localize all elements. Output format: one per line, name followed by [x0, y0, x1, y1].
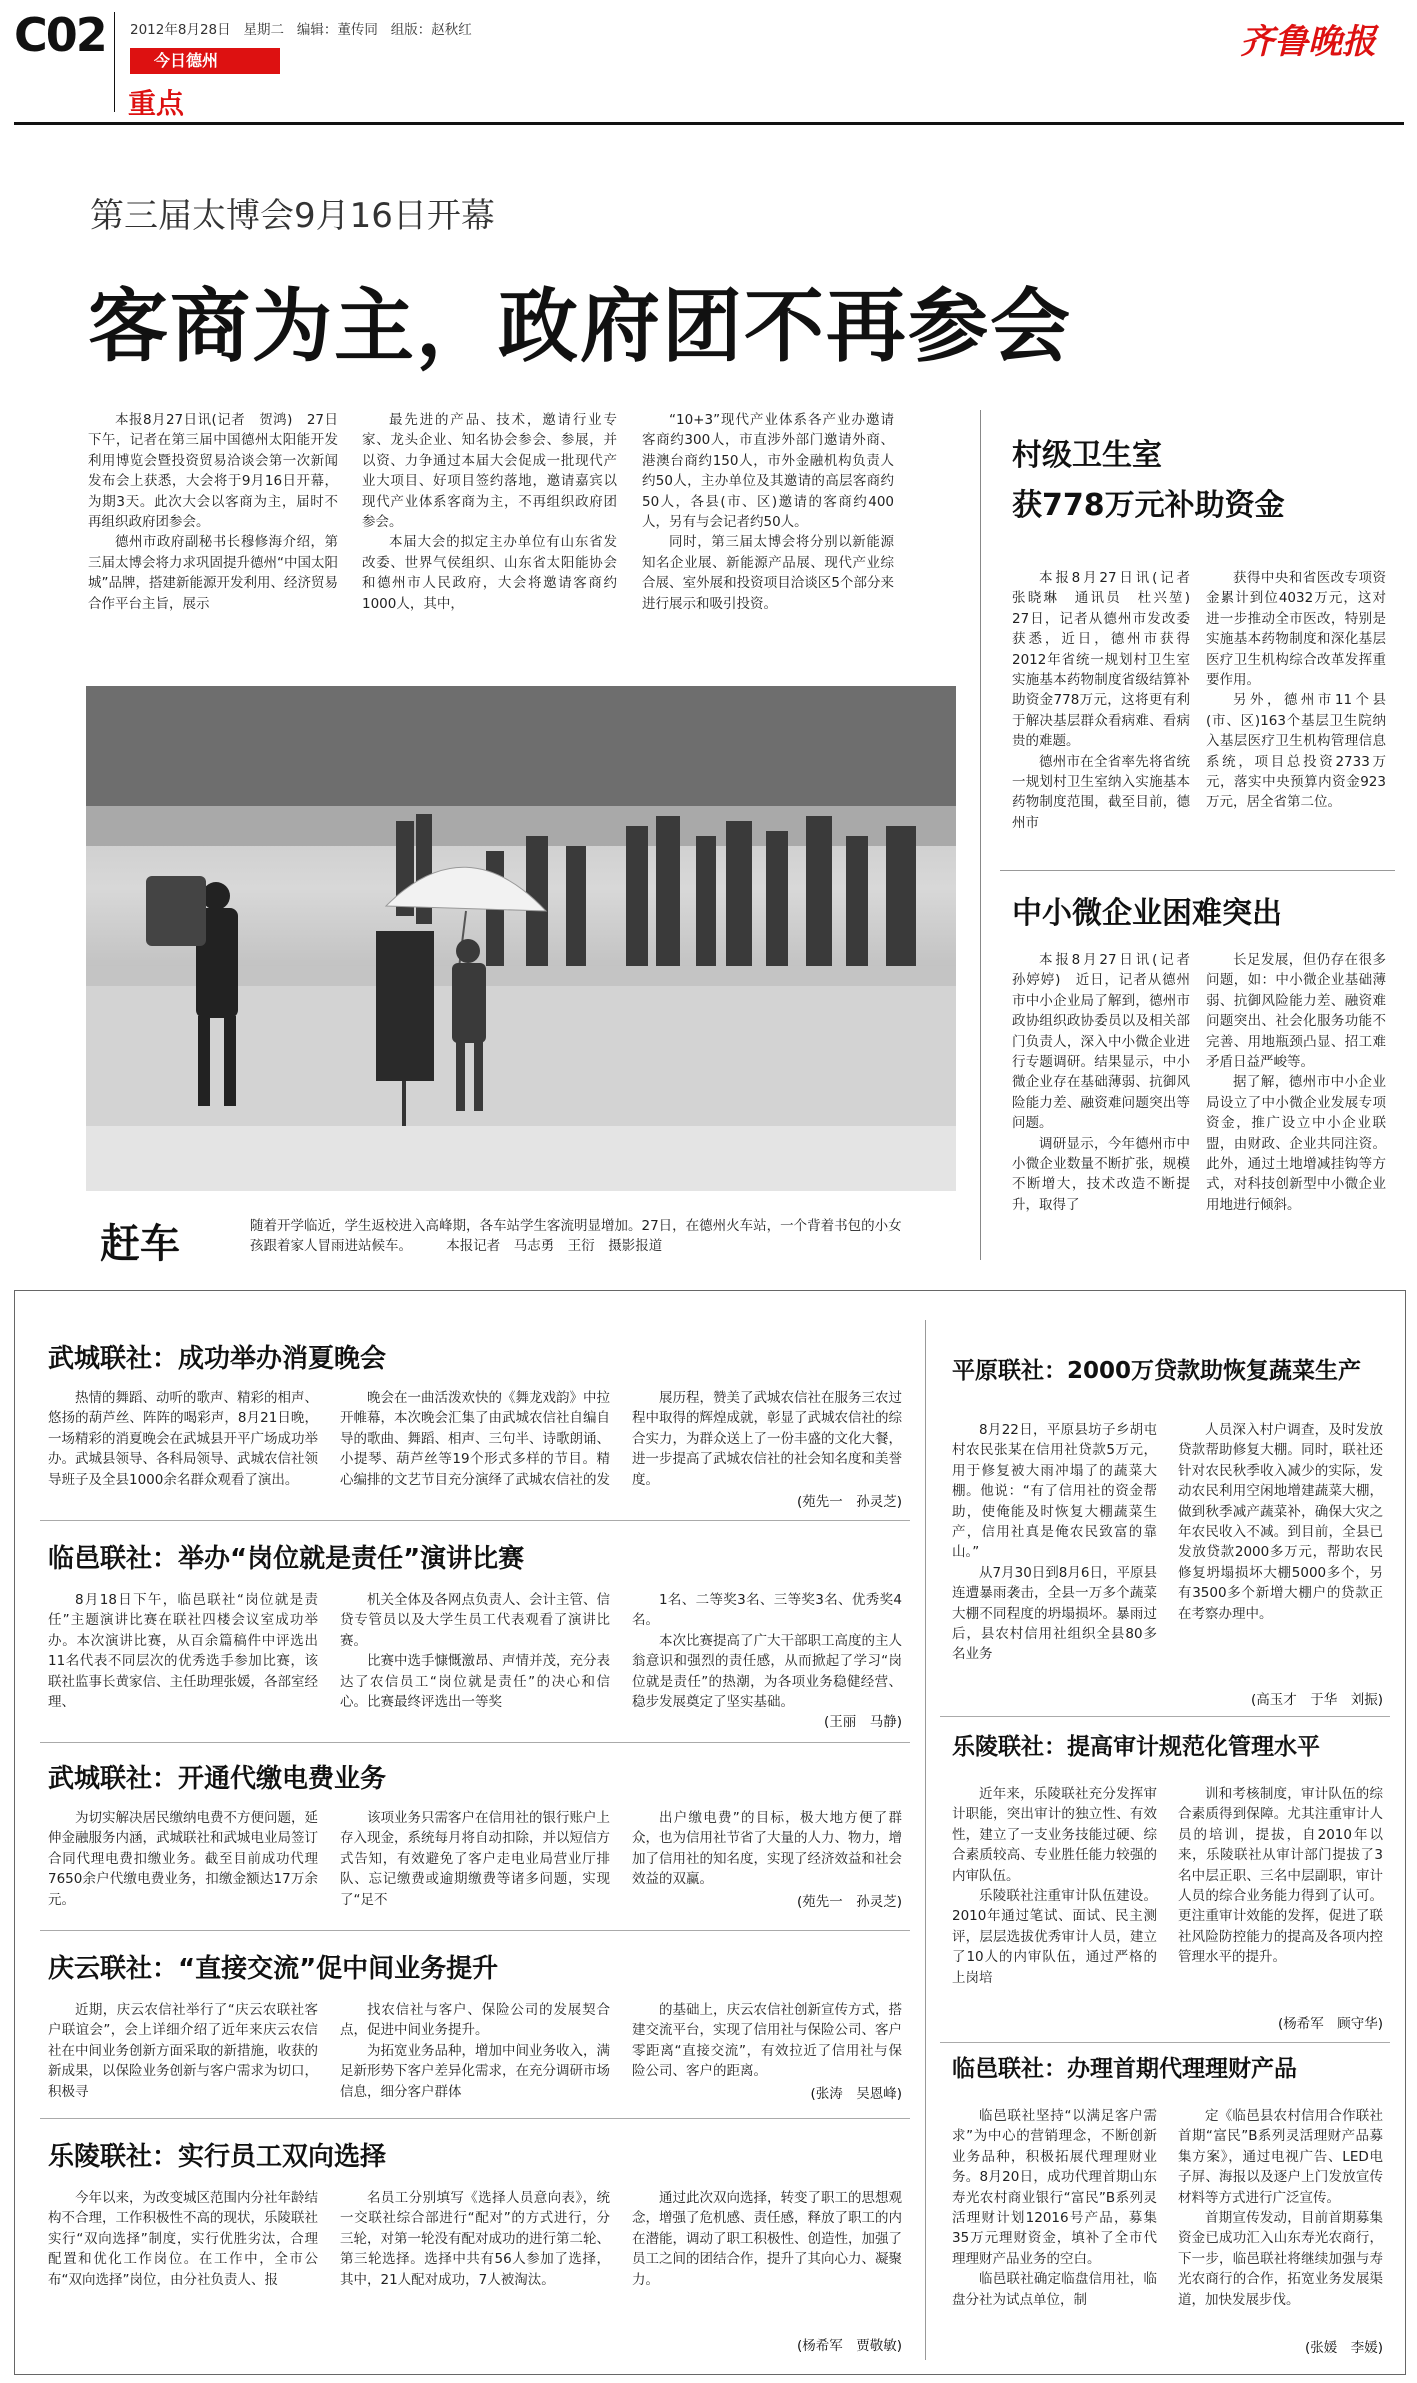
editor-credit: 编辑：董传同 [296, 22, 378, 38]
b3-column-1 [952, 2106, 1157, 2368]
photo-caption-block [250, 1216, 910, 1256]
paragraph: 本次比赛提高了广大干部职工高度的主人翁意识和强烈的责任感，从而掀起了学习“岗位就是责任”的热潮，为各项业务稳健经营、稳步发展奠定了坚实基础。 [632, 1632, 902, 1711]
paragraph: 为拓宽业务品种，增加中间业务收入，满足新形势下客户差异化需求，在充分调研市场信息，细分客户群体 [340, 2042, 610, 2100]
paragraph: 通过此次双向选择，转变了职工的思想观念，增强了危机感、责任感，释放了职工的内在潜能，调动了职工积极性、创造性，加强了员工之间的团结合作，提升了其向心力、凝聚力。 [632, 2190, 902, 2288]
paragraph: 首期宣传发动，目前首期募集资金已成功汇入山东寿光农商行，下一步，临邑联社将继续加强与寿光农商行的合作，拓宽业务发展渠道，加快发展步伐。 [1178, 2210, 1383, 2308]
a4-signature: (张涛 吴恩峰) [810, 2086, 902, 2102]
photo-caption: 随着开学临近，学生返校进入高峰期，各车站学生客流明显增加。27日，在德州火车站，一个背着书包的小女孩跟着家人冒雨进站候车。 [250, 1218, 902, 1254]
paragraph: 长足发展，但仍存在很多问题，如：中小微企业基础薄弱、抗御风险能力差、融资难问题突出、社会化服务功能不完善、用地瓶颈凸显、招工难矛盾日益严峻等。 [1206, 952, 1386, 1071]
news-photo [86, 686, 956, 1191]
section-tag-label: 今日德州 [154, 51, 219, 70]
header-meta [130, 18, 472, 38]
layout-credit: 组版：赵秋红 [390, 22, 472, 38]
a1-column-3 [632, 1388, 902, 1488]
section-tag [130, 48, 280, 74]
a5-column-2 [340, 2188, 610, 2368]
a4-column-3 [632, 2000, 902, 2084]
paragraph: “10+3”现代产业体系各产业办邀请客商约300人，市直涉外部门邀请外商、港澳台商约150人，市外金融机构负责人约50人，主办单位及其邀请的高层客商约50人，各县(市、区)邀请的客商约400人，另有与会记者约50人。 [642, 412, 894, 531]
page-header [0, 0, 1417, 120]
side1-title-line1: 村级卫生室 [1012, 438, 1162, 473]
paragraph: 机关全体及各网点负责人、会计主管、信贷专管员以及大学生员工代表观看了演讲比赛。 [340, 1592, 610, 1649]
paragraph: 乐陵联社注重审计队伍建设。2010年通过笔试、面试、民主测评，层层选拔优秀审计人员，建立了10人的内审队伍，通过严格的上岗培 [952, 1888, 1157, 1986]
b1-column-1 [952, 1420, 1157, 1710]
paragraph: 1名、二等奖3名、三等奖3名、优秀奖4名。 [632, 1592, 902, 1629]
paragraph: 热情的舞蹈、动听的歌声、精彩的相声、悠扬的葫芦丝、阵阵的喝彩声，8月21日晚，一场精彩的消夏晚会在武城县开平广场成功举办。武城县领导、各科局领导、武城农信社领导班子及全县1000余名群众观看了演出。 [48, 1390, 318, 1488]
lead-column-2 [362, 410, 617, 680]
paragraph: 据了解，德州市中小企业局设立了中小微企业发展专项资金，推广设立中小企业联盟，由财政、企业共同注资。此外，通过土地增减挂钩等方式，对科技创新型中小微企业用地进行倾斜。 [1206, 1074, 1386, 1213]
a3-signature: (苑先一 孙灵芝) [796, 1894, 902, 1910]
a5-signature: (杨希军 贾敬敏) [796, 2338, 902, 2354]
lead-kicker: 第三届太博会9月16日开幕 [90, 196, 495, 236]
a2-column-3 [632, 1590, 902, 1714]
b3-signature: (张媛 李媛) [1304, 2340, 1383, 2356]
b2-signature: (杨希军 顾守华) [1277, 2016, 1383, 2032]
a2-column-2 [340, 1590, 610, 1730]
paragraph: 从7月30日到8月6日，平原县连遭暴雨袭击，全县一万多个蔬菜大棚不同程度的坍塌损坏。暴雨过后，县农村信用社组织全县80多名业务 [952, 1564, 1157, 1663]
paragraph: 德州市政府副秘书长穆修海介绍，第三届太博会将力求巩固提升德州“中国太阳城”品牌，搭建新能源开发利用、经济贸易合作平台主旨，展示 [88, 534, 338, 612]
a3-column-2 [340, 1808, 610, 1908]
paragraph: 人员深入村户调查，及时发放贷款帮助修复大棚。同时，联社还针对农民秋季收入减少的实际，发动农民利用空闲地增建蔬菜大棚，做到秋季减产蔬菜补，确保大灾之年农民收入不减。到目前，全县已发放贷款2000多万元，帮助农民修复坍塌损坏大棚5000多个，另有3500多个新增大棚户的贷款正在考察办理中。 [1178, 1422, 1383, 1622]
paragraph: 8月18日下午，临邑联社“岗位就是责任”主题演讲比赛在联社四楼会议室成功举办。本次演讲比赛，从百余篇稿件中评选出11名代表不同层次的优秀选手参加比赛，该联社监事长黄家信、主任助理张媛，各部室经理、 [48, 1592, 318, 1711]
photo-scene [86, 686, 956, 1191]
lead-column-3 [642, 410, 894, 680]
a3-column-3 [632, 1808, 902, 1892]
b2-column-2 [1178, 1784, 1383, 2012]
a5-column-3 [632, 2188, 902, 2332]
a1-column-1 [48, 1388, 318, 1508]
paragraph: 8月22日，平原县坊子乡胡屯村农民张某在信用社贷款5万元，用于修复被大雨冲塌了的蔬菜大棚。他说：“有了信用社的资金帮助，使俺能及时恢复大棚蔬菜生产，信用社真是俺农民致富的靠山。” [952, 1422, 1157, 1561]
side2-title: 中小微企业困难突出 [1012, 896, 1282, 931]
paragraph: 为切实解决居民缴纳电费不方便问题，延伸金融服务内涵，武城联社和武城电业局签订合同代理电费扣缴业务。截至目前成功代理7650余户代缴电费业务，扣缴金额达17万余元。 [48, 1810, 318, 1908]
paragraph: 最先进的产品、技术，邀请行业专家、龙头企业、知名协会参会、参展，并以资、力争通过本届大会促成一批现代产业大项目、好项目签约落地，邀请嘉宾以现代产业体系客商为主，不再组织政府团参会。 [362, 412, 617, 531]
b2-column-1 [952, 1784, 1157, 2034]
a2-title: 临邑联社：举办“岗位就是责任”演讲比赛 [48, 1544, 525, 1574]
a3-title: 武城联社：开通代缴电费业务 [48, 1764, 387, 1794]
side1-column-1 [1012, 568, 1204, 873]
masthead-logo: 齐鲁晚报 [1240, 22, 1376, 62]
paragraph: 展历程，赞美了武城农信社在服务三农过程中取得的辉煌成就，彰显了武城农信社的综合实力，为群众送上了一份丰盛的文化大餐，进一步提高了武城农信社的社会知名度和美誉度。 [632, 1390, 902, 1488]
a4-column-2 [340, 2000, 610, 2100]
paragraph: 晚会在一曲活泼欢快的《舞龙戏韵》中拉开帷幕，本次晚会汇集了由武城农信社自编自导的歌曲、舞蹈、相声、三句半、诗歌朗诵、小提琴、葫芦丝等19个形式多样的节目。精心编排的文艺节目充分演绎了武城农信社的发 [340, 1390, 610, 1488]
b3-title: 临邑联社：办理首期代理理财产品 [952, 2056, 1297, 2082]
paragraph: 比赛中选手慷慨激昂、声情并茂，充分表达了农信员工“岗位就是责任”的决心和信心。比赛最终评选出一等奖 [340, 1653, 610, 1711]
paragraph: 本届大会的拟定主办单位有山东省发改委、世界气侯组织、山东省太阳能协会和德州市人民政府，大会将邀请客商约1000人，其中， [362, 534, 617, 612]
lead-headline: 客商为主，政府团不再参会 [88, 280, 1072, 373]
b1-column-2 [1178, 1420, 1383, 1686]
a1-signature: (苑先一 孙灵芝) [796, 1494, 902, 1510]
paragraph: 该项业务只需客户在信用社的银行账户上存入现金，系统每月将自动扣除，并以短信方式告知，有效避免了客户走电业局营业厅排队、忘记缴费或逾期缴费等诸多问题，实现了“足不 [340, 1810, 610, 1908]
issue-date: 2012年8月28日 [130, 22, 231, 38]
paragraph: 训和考核制度，审计队伍的综合素质得到保障。尤其注重审计人员的培训，提拔，自2010年以来，乐陵联社从审计部门提拔了3名中层正职、三名中层副职，审计人员的综合业务能力得到了认可。更注重审计效能的发挥，促进了联社风险防控能力的提高及各项内控管理水平的提升。 [1178, 1786, 1383, 1966]
paragraph: 名员工分别填写《选择人员意向表》，统一交联社综合部进行“配对”的方式进行，分三轮，对第一轮没有配对成功的进行第二轮、第三轮选择。选择中共有56人参加了选择，其中，21人配对成功，7人被淘汰。 [340, 2190, 610, 2288]
side2-column-2 [1206, 950, 1386, 1250]
paragraph: 获得中央和省医改专项资金累计到位4032万元，这对进一步推动全市医改，特别是实施基本药物制度和深化基层医疗卫生机构综合改革发挥重要作用。 [1206, 570, 1386, 689]
paragraph: 近年来，乐陵联社充分发挥审计职能，突出审计的独立性、有效性，建立了一支业务技能过硬、综合素质较高、专业胜任能力较强的内审队伍。 [952, 1786, 1157, 1884]
a2-column-1 [48, 1590, 318, 1730]
a5-column-1 [48, 2188, 318, 2368]
paragraph: 本报8月27日讯(记者 贺鸿) 27日下午，记者在第三届中国德州太阳能开发利用博览会暨投资贸易洽谈会第一次新闻发布会上获悉，大会将于9月16日开幕，为期3天。此次大会以客商为主，届时不再组织政府团参会。 [88, 412, 338, 531]
a4-title: 庆云联社：“直接交流”促中间业务提升 [48, 1954, 499, 1984]
a3-column-1 [48, 1808, 318, 1908]
a2-signature: (王丽 马静) [823, 1714, 902, 1730]
photo-label: 赶车 [100, 1221, 180, 1267]
paragraph: 德州市在全省率先将省统一规划村卫生室纳入实施基本药物制度范围，截至目前，德州市 [1012, 753, 1190, 831]
b1-signature: (高玉才 于华 刘振) [1250, 1692, 1383, 1708]
b1-title: 平原联社：2000万贷款助恢复蔬菜生产 [952, 1358, 1362, 1384]
paragraph: 出户缴电费”的目标，极大地方便了群众，也为信用社节省了大量的人力、物力，增加了信用社的知名度，实现了经济效益和社会效益的双赢。 [632, 1810, 902, 1888]
b3-column-2 [1178, 2106, 1383, 2334]
side1-column-2 [1206, 568, 1386, 873]
paragraph: 临邑联社坚持“以满足客户需求”为中心的营销理念，不断创新业务品种，积极拓展代理理财业务。8月20日，成功代理首期山东寿光农村商业银行“富民”B系列灵活理财计划12016号产品，募集35万元理财资金，填补了全市代理理财产品业务的空白。 [952, 2108, 1157, 2267]
paragraph: 近期，庆云农信社举行了“庆云农联社客户联谊会”，会上详细介绍了近年来庆云农信社在中间业务创新方面采取的新措施，收获的新成果，以保险业务创新与客户需求为切口，积极寻 [48, 2002, 318, 2100]
lead-column-1 [88, 410, 338, 680]
paragraph: 找农信社与客户、保险公司的发展契合点，促进中间业务提升。 [340, 2002, 610, 2039]
a1-column-2 [340, 1388, 610, 1508]
side1-title-line2: 获778万元补助资金 [1012, 488, 1285, 523]
paragraph: 本报8月27日讯(记者 孙婷婷) 近日，记者从德州市中小企业局了解到，德州市政协组织政协委员以及相关部门负责人，深入中小微企业进行专题调研。结果显示，中小微企业存在基础薄弱、抗御风险能力差、融资难问题突出等问题。 [1012, 952, 1204, 1132]
issue-weekday: 星期二 [243, 22, 284, 38]
paragraph: 定《临邑县农村信用合作联社首期“富民”B系列灵活理财产品募集方案》，通过电视广告、LED电子屏、海报以及逐户上门发放宣传材料等方式进行广泛宣传。 [1178, 2108, 1383, 2206]
section-name: 重点 [128, 87, 185, 120]
paragraph: 调研显示，今年德州市中小微企业数量不断扩张，规模不断增大，技术改造不断提升，取得了 [1012, 1135, 1190, 1213]
side2-column-1 [1012, 950, 1204, 1250]
paragraph: 临邑联社确定临盘信用社，临盘分社为试点单位，制 [952, 2271, 1157, 2308]
paragraph: 同时，第三届太博会将分别以新能源知名企业展、新能源产品展、现代产业综合展、室外展和投资项目洽谈区5个部分来进行展示和吸引投资。 [642, 534, 894, 612]
page-code: C02 [14, 8, 106, 62]
paragraph: 本报8月27日讯(记者 张晓琳 通讯员 杜兴堃) 27日，记者从德州市发改委获悉，近日，德州市获得2012年省统一规划村卫生室实施基本药物制度省级结算补助资金778万元，这将更有利于解决基层群众看病难、看病贵的难题。 [1012, 570, 1204, 750]
a1-title: 武城联社：成功举办消夏晚会 [48, 1344, 387, 1374]
paragraph: 的基础上，庆云农信社创新宣传方式，搭建交流平台，实现了信用社与保险公司、客户零距离“直接交流”，有效拉近了信用社与保险公司、客户的距离。 [632, 2002, 902, 2080]
a4-column-1 [48, 2000, 318, 2100]
a5-title: 乐陵联社：实行员工双向选择 [48, 2142, 387, 2172]
photo-credit: 本报记者 马志勇 王衍 摄影报道 [446, 1238, 663, 1254]
paragraph: 另外，德州市11个县(市、区)163个基层卫生院纳入基层医疗卫生机构管理信息系统，项目总投资2733万元，落实中央预算内资金923万元，居全省第二位。 [1206, 692, 1386, 811]
b2-title: 乐陵联社：提高审计规范化管理水平 [952, 1734, 1320, 1760]
paragraph: 今年以来，为改变城区范围内分社年龄结构不合理，工作积极性不高的现状，乐陵联社实行“双向选择”制度，实行优胜劣汰，合理配置和优化工作岗位。在工作中，全市公布“双向选择”岗位，由分社负责人、报 [48, 2190, 318, 2288]
